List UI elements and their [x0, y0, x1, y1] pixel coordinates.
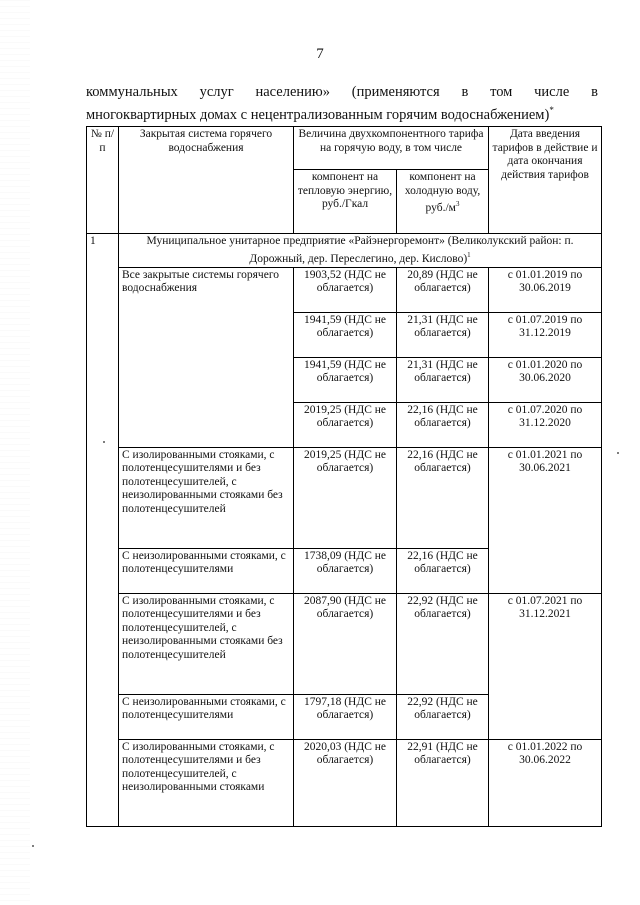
- scan-speck: [103, 441, 105, 443]
- cell-dates: с 01.07.2020 по 31.12.2020: [489, 402, 602, 447]
- table-row: [87, 267, 602, 312]
- intro-word: том: [490, 84, 513, 100]
- cell-heat: 2087,90 (НДС не облагается): [294, 593, 397, 694]
- header-cold-component-text: компонент на холодную воду, руб./м: [404, 171, 481, 215]
- cell-cold: 22,91 (НДС не облагается): [397, 739, 489, 826]
- cell-system: С неизолированными стояками, с полотенцесушителями: [119, 694, 294, 739]
- header-heat-component: компонент на тепловую энергию, руб./Гкал: [294, 170, 397, 234]
- intro-word: в: [461, 84, 469, 100]
- scan-speck: [617, 452, 619, 454]
- cell-cold: 22,16 (НДС не облагается): [397, 402, 489, 447]
- cell-heat: 2019,25 (НДС не облагается): [294, 447, 397, 548]
- intro-line-1: [86, 82, 598, 102]
- cell-heat: 1941,59 (НДС не облагается): [294, 357, 397, 402]
- scan-edge-artifact: [0, 0, 30, 905]
- header-system: Закрытая система горячего водоснабжения: [119, 127, 294, 234]
- org-name: [119, 234, 602, 268]
- org-num: 1: [87, 234, 119, 827]
- org-name-text: Муниципальное унитарное предприятие «Райэнергоремонт» (Великолукский район: п. Дорожный, дер. Переслегино, дер. Кислово): [146, 235, 574, 265]
- scan-speck: [32, 845, 34, 847]
- cell-dates: с 01.01.2019 по 30.06.2019: [489, 267, 602, 312]
- cell-cold: 20,89 (НДС не облагается): [397, 267, 489, 312]
- cell-cold: 22,92 (НДС не облагается): [397, 694, 489, 739]
- table-header-row: [87, 127, 602, 170]
- cell-dates: с 01.07.2019 по 31.12.2019: [489, 312, 602, 357]
- intro-word: услуг: [199, 84, 234, 100]
- intro-word: (применяются: [351, 84, 440, 100]
- cell-dates: с 01.01.2022 по 30.06.2022: [489, 739, 602, 826]
- cell-dates: с 01.01.2021 по 30.06.2021: [489, 447, 602, 593]
- intro-word: числе: [534, 84, 570, 100]
- cell-cold: 22,16 (НДС не облагается): [397, 447, 489, 548]
- cell-system: С изолированными стояками, с полотенцесушителями и без полотенцесушителей, с неизолированными стояками: [119, 739, 294, 826]
- footnote-mark: *: [549, 105, 554, 115]
- cell-heat: 1941,59 (НДС не облагается): [294, 312, 397, 357]
- cell-system: С неизолированными стояками, с полотенцесушителями: [119, 548, 294, 593]
- header-tariff-group: Величина двухкомпонентного тарифа на горячую воду, в том числе: [294, 127, 489, 170]
- page-number: 7: [316, 46, 324, 62]
- table-row: [87, 593, 602, 694]
- header-num: № п/п: [87, 127, 119, 234]
- header-cold-sup: 3: [455, 200, 460, 209]
- cell-heat: 2020,03 (НДС не облагается): [294, 739, 397, 826]
- intro-word: в: [591, 84, 598, 100]
- intro-word: коммунальных: [86, 84, 178, 100]
- org-row: [87, 234, 602, 268]
- table-row: [87, 447, 602, 548]
- header-dates: Дата введения тарифов в действие и дата окончания действия тарифов: [489, 127, 602, 234]
- tariff-table: [86, 126, 602, 827]
- cell-dates: с 01.07.2021 по 31.12.2021: [489, 593, 602, 739]
- header-cold-component: [397, 170, 489, 234]
- intro-line-2-text: многоквартирных домах с нецентрализованным горячим водоснабжением): [86, 106, 550, 123]
- cell-system: С изолированными стояками, с полотенцесушителями и без полотенцесушителей, с неизолированными стояками без полотенцесушителей: [119, 593, 294, 694]
- org-name-sup: 1: [467, 250, 471, 259]
- cell-heat: 2019,25 (НДС не облагается): [294, 402, 397, 447]
- cell-system: Все закрытые системы горячего водоснабжения: [119, 267, 294, 447]
- cell-cold: 22,92 (НДС не облагается): [397, 593, 489, 694]
- cell-cold: 21,31 (НДС не облагается): [397, 357, 489, 402]
- cell-dates: с 01.01.2020 по 30.06.2020: [489, 357, 602, 402]
- intro-word: населению»: [255, 84, 330, 100]
- intro-line-2: [86, 100, 598, 125]
- cell-heat: 1797,18 (НДС не облагается): [294, 694, 397, 739]
- cell-heat: 1738,09 (НДС не облагается): [294, 548, 397, 593]
- cell-cold: 21,31 (НДС не облагается): [397, 312, 489, 357]
- cell-heat: 1903,52 (НДС не облагается): [294, 267, 397, 312]
- table-row: [87, 739, 602, 826]
- cell-cold: 22,16 (НДС не облагается): [397, 548, 489, 593]
- cell-system: С изолированными стояками, с полотенцесушителями и без полотенцесушителей, с неизолированными стояками без полотенцесушителей: [119, 447, 294, 548]
